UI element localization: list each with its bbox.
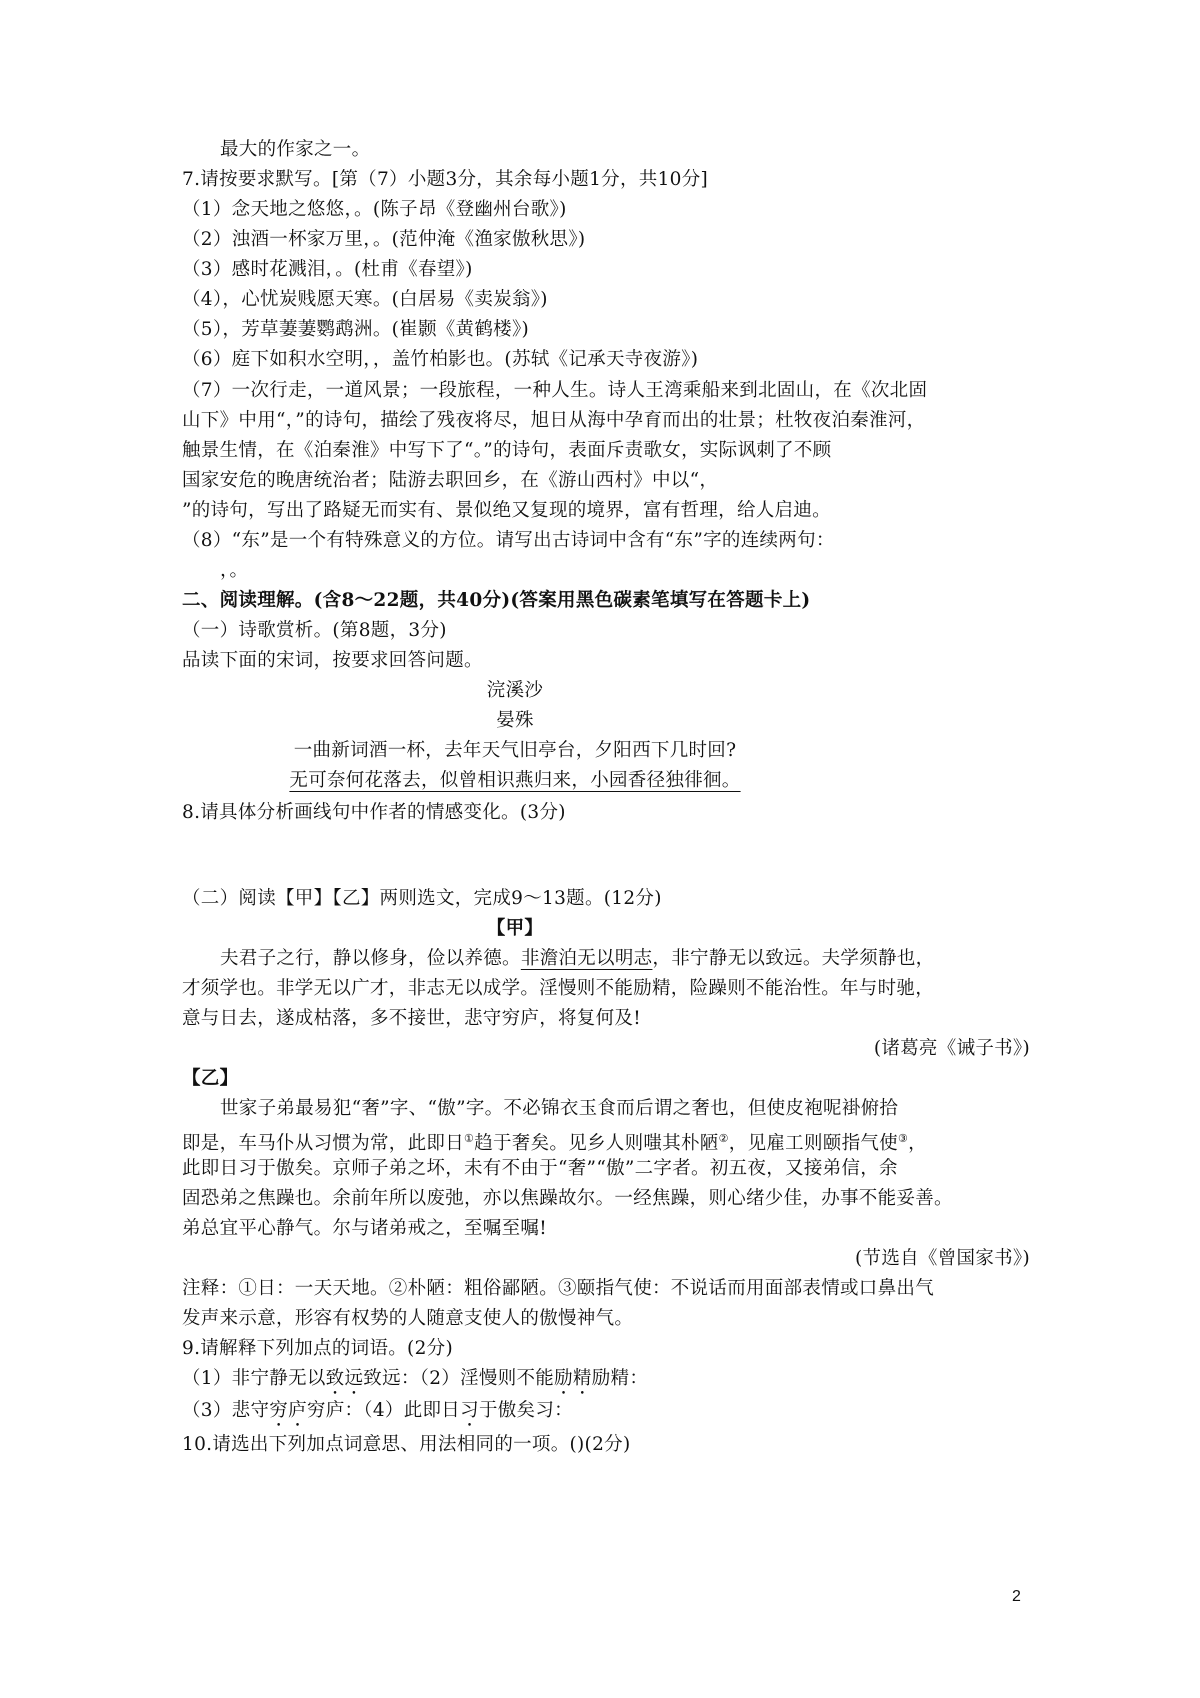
line: （3）感时花溅泪，。(杜甫《春望》) [182, 259, 473, 280]
passage-line: 夫君子之行，静以修身，俭以养德。非澹泊无以明志，非宁静无以致远。夫学须静也， [220, 948, 935, 969]
passage-line: 固恐弟之焦躁也。余前年所以废弛，亦以焦躁故尔。一经焦躁，则心绪少佳，办事不能妥善。 [182, 1188, 953, 1209]
question-8: 8.请具体分析画线句中作者的情感变化。(3分) [182, 802, 566, 823]
subsection-heading: （一）诗歌赏析。(第8题，3分) [182, 620, 447, 641]
question-7-title: 7.请按要求默写。[第（7）小题3分，其余每小题1分，共10分] [182, 169, 709, 190]
passage-label: 【甲】 [486, 918, 544, 939]
notes: 发声来示意，形容有权势的人随意支使人的傲慢神气。 [182, 1308, 634, 1329]
passage-line: 意与日去，遂成枯落，多不接世，悲守穷庐，将复何及! [182, 1008, 641, 1029]
question-9-items: （3）悲守穷庐穷庐：（4）此即日习于傲矣习： [182, 1400, 573, 1421]
line: （2）浊酒一杯家万里，。(范仲淹《渔家傲秋思》) [182, 229, 586, 250]
line: 最大的作家之一。 [220, 139, 371, 160]
passage-source: (诸葛亮《诫子书》) [873, 1038, 1030, 1059]
line: （7）一次行走，一道风景；一段旅程，一种人生。诗人王湾乘船来到北固山，在《次北固 [182, 380, 928, 401]
line: 国家安危的晚唐统治者；陆游去职回乡，在《游山西村》中以“， [182, 470, 719, 491]
passage-label: 【乙】 [182, 1068, 239, 1089]
line: 山下》中用“，”的诗句，描绘了残夜将尽，旭日从海中孕育而出的壮景；杜牧夜泊秦淮河， [182, 410, 926, 431]
passage-line: 世家子弟最易犯“奢”字、“傲”字。不必锦衣玉食而后谓之奢也，但使皮袍呢褂俯拾 [220, 1098, 899, 1119]
line: ”的诗句，写出了路疑无而实有、景似绝又复现的境界，富有哲理，给人启迪。 [182, 500, 831, 521]
line: （5），芳草萋萋鹦鹉洲。(崔颢《黄鹤楼》) [182, 319, 530, 340]
passage-source: (节选自《曾国家书》) [855, 1248, 1030, 1269]
question-9-items: （1）非宁静无以致远致远：（2）淫慢则不能励精励精： [182, 1368, 649, 1389]
footnote-marker: ① [464, 1132, 475, 1145]
page-number: 2 [1012, 1588, 1021, 1605]
footnote-marker: ③ [897, 1132, 909, 1145]
line: （4），心忧炭贱愿天寒。(白居易《卖炭翁》) [182, 289, 548, 310]
poem-author: 晏殊 [496, 710, 534, 731]
poem-line: 一曲新词酒一杯，去年天气旧亭台，夕阳西下几时回? [293, 740, 737, 761]
passage-line: 弟总宜平心静气。尔与诸弟戒之，至嘱至嘱! [182, 1218, 547, 1239]
line: 品读下面的宋词，按要求回答问题。 [182, 650, 483, 671]
passage-line: 此即日习于傲矣。京师子弟之坏，未有不由于“奢”“傲”二字者。初五夜，又接弟信，余 [182, 1158, 898, 1179]
line: （6）庭下如积水空明，，盖竹柏影也。(苏轼《记承天寺夜游》) [182, 349, 699, 370]
line: （8）“东”是一个有特殊意义的方位。请写出古诗词中含有“东”字的连续两句： [182, 530, 835, 551]
footnote-marker: ② [718, 1132, 729, 1145]
section-heading: 二、阅读理解。(含8～22题，共40分)(答案用黑色碳素笔填写在答题卡上) [182, 590, 811, 611]
subsection-heading: （二）阅读【甲】【乙】两则选文，完成9～13题。(12分) [182, 888, 662, 909]
poem-line-underlined: 无可奈何花落去，似曾相识燕归来，小园香径独徘徊。 [289, 770, 741, 791]
notes: 注释：①日：一天天地。②朴陋：粗俗鄙陋。③颐指气使：不说话而用面部表情或口鼻出气 [182, 1278, 935, 1299]
passage-line: 才须学也。非学无以广才，非志无以成学。淫慢则不能励精，险躁则不能治性。年与时驰， [182, 978, 935, 999]
question-9: 9.请解释下列加点的词语。(2分) [182, 1338, 453, 1359]
line: 触景生情，在《泊秦淮》中写下了“。”的诗句，表面斥责歌女，实际讽刺了不顾 [182, 440, 832, 461]
question-10: 10.请选出下列加点词意思、用法相同的一项。()(2分) [182, 1434, 631, 1455]
line: ，。 [220, 560, 249, 581]
passage-line: 即是，车马仆从习惯为常，此即日①趋于奢矣。见乡人则嗤其朴陋②，见雇工则颐指气使③， [182, 1132, 927, 1155]
poem-title: 浣溪沙 [486, 680, 544, 701]
line: （1）念天地之悠悠，。(陈子昂《登幽州台歌》) [182, 199, 567, 220]
